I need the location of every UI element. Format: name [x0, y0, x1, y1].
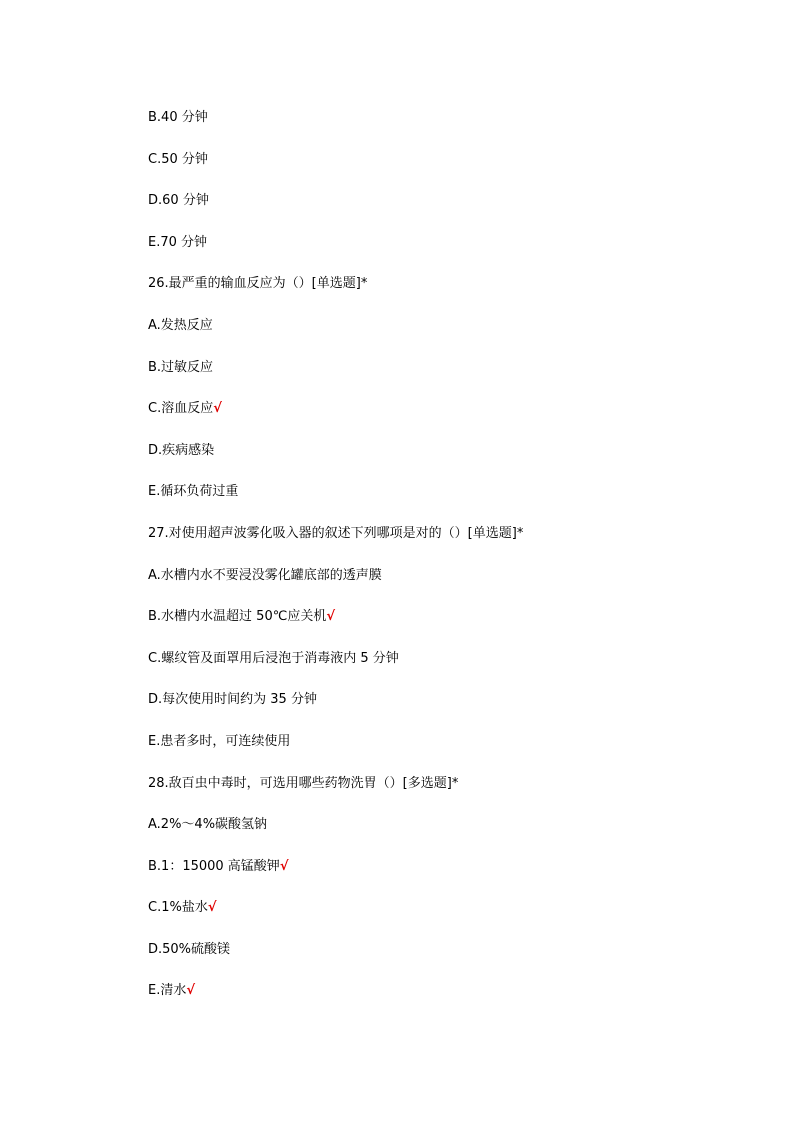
option-line — [148, 441, 748, 483]
line-text: A.2%～4%碳酸氢钠 — [148, 817, 268, 833]
question-text: 26.最严重的输血反应为（）[单选题]* — [148, 276, 368, 292]
line-text: C.螺纹管及面罩用后浸泡于消毒液内 5 分钟 — [148, 650, 399, 666]
option-line — [148, 233, 748, 275]
correct-check-icon: √ — [213, 401, 222, 417]
line-text: C.1%盐水 — [148, 900, 208, 916]
line-text: C.50 分钟 — [148, 151, 208, 167]
option-line — [148, 191, 748, 233]
line-text: E.清水 — [148, 983, 187, 999]
document-page — [148, 108, 748, 1023]
option-line — [148, 940, 748, 982]
option-line — [148, 316, 748, 358]
correct-check-icon: √ — [207, 900, 217, 916]
correct-check-icon: √ — [326, 609, 335, 625]
option-line — [148, 399, 748, 441]
option-line — [148, 815, 748, 857]
line-text: B.40 分钟 — [148, 110, 208, 125]
line-text: D.60 分钟 — [148, 193, 209, 209]
question-line — [148, 274, 748, 316]
line-text: A.发热反应 — [148, 317, 213, 333]
question-text: 27.对使用超声波雾化吸入器的叙述下列哪项是对的（）[单选题]* — [148, 525, 524, 541]
line-text: A.水槽内水不要浸没雾化罐底部的透声膜 — [148, 567, 382, 583]
line-text: E.循环负荷过重 — [148, 484, 239, 500]
line-text: D.50%硫酸镁 — [148, 941, 231, 957]
option-line — [148, 857, 748, 899]
option-line — [148, 607, 748, 649]
option-line — [148, 732, 748, 774]
option-line — [148, 981, 748, 1023]
line-text: B.过敏反应 — [148, 359, 214, 375]
option-line — [148, 898, 748, 940]
option-line — [148, 482, 748, 524]
question-text: 28.敌百虫中毒时，可选用哪些药物洗胃（）[多选题]* — [148, 775, 459, 791]
option-line — [148, 690, 748, 732]
option-line — [148, 108, 748, 150]
question-line — [148, 524, 748, 566]
line-text: E.患者多时，可连续使用 — [148, 733, 291, 749]
line-text: D.每次使用时间约为 35 分钟 — [148, 692, 317, 708]
correct-check-icon: √ — [186, 983, 196, 999]
line-text: D.疾病感染 — [148, 442, 215, 458]
correct-check-icon: √ — [279, 858, 289, 874]
question-line — [148, 774, 748, 816]
line-text: C.溶血反应 — [148, 401, 214, 417]
option-line — [148, 649, 748, 691]
option-line — [148, 150, 748, 192]
option-line — [148, 358, 748, 400]
line-text: E.70 分钟 — [148, 234, 208, 250]
line-text: B.1：15000 高锰酸钾 — [148, 858, 280, 874]
option-line — [148, 566, 748, 608]
line-text: B.水槽内水温超过 50℃应关机 — [148, 609, 327, 625]
